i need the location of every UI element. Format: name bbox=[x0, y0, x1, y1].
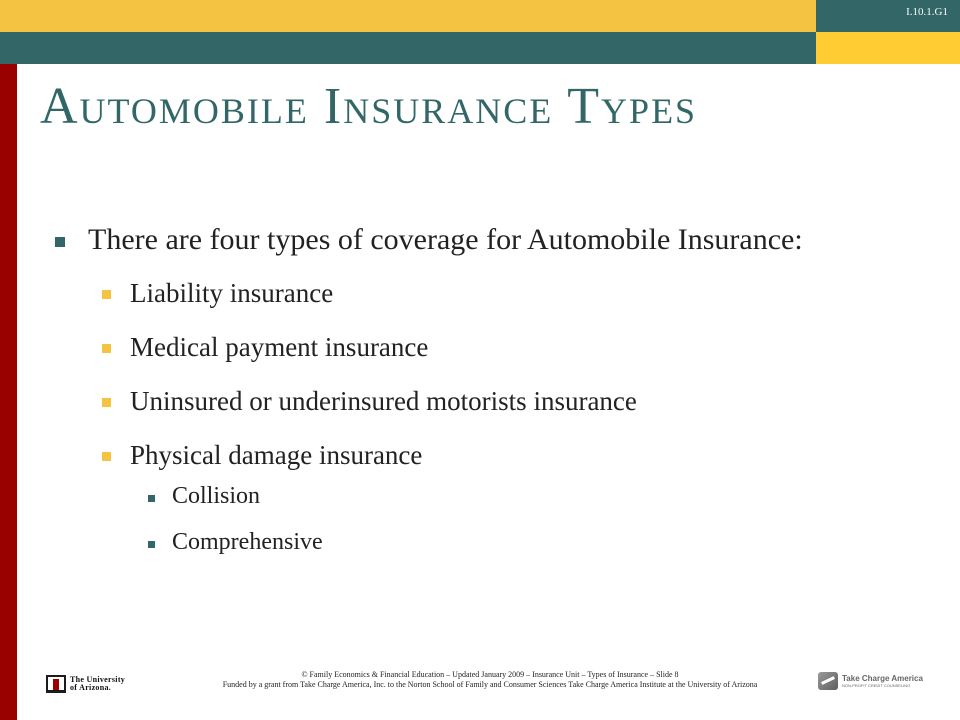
university-logo-text: The University of Arizona. bbox=[70, 675, 126, 692]
header-corner-gold bbox=[816, 32, 960, 64]
bullet-intro-text: There are four types of coverage for Automobile Insurance: bbox=[88, 223, 803, 256]
slide-code: I.10.1.G1 bbox=[906, 6, 948, 18]
bullet-physical-damage-text: Physical damage insurance bbox=[130, 440, 423, 470]
take-charge-name: Take Charge America bbox=[842, 674, 923, 683]
header-band-teal bbox=[0, 32, 816, 64]
left-accent-bar bbox=[0, 64, 17, 720]
bullet-collision bbox=[52, 482, 912, 510]
university-of-arizona-logo bbox=[46, 674, 125, 694]
square-bullet-icon bbox=[148, 541, 155, 548]
bullet-comprehensive bbox=[52, 528, 912, 556]
bullet-physical-damage bbox=[52, 438, 912, 472]
bullet-collision-text: Collision bbox=[172, 483, 261, 509]
footer-copyright: © Family Economics & Financial Education – Updated January 2009 – Insurance Unit – Types of Insurance – Slide 8 bbox=[301, 670, 679, 679]
bullet-medical-payment bbox=[52, 330, 912, 364]
take-charge-tagline: NON-PROFIT CREDIT COUNSELING bbox=[842, 683, 911, 688]
square-bullet-icon bbox=[102, 398, 111, 407]
header-corner-teal bbox=[816, 0, 960, 32]
bullet-comprehensive-text: Comprehensive bbox=[172, 529, 323, 555]
bullet-uninsured-motorists bbox=[52, 384, 912, 418]
footer-credits bbox=[150, 670, 830, 690]
arizona-a-icon bbox=[46, 675, 66, 693]
square-bullet-icon bbox=[148, 495, 155, 502]
slide-title: Automobile Insurance Types bbox=[40, 78, 698, 135]
square-bullet-icon bbox=[102, 290, 111, 299]
take-charge-swoosh-icon bbox=[818, 672, 838, 690]
bullet-uninsured-motorists-text: Uninsured or underinsured motorists insurance bbox=[130, 386, 637, 416]
square-bullet-icon bbox=[102, 344, 111, 353]
footer-funding: Funded by a grant from Take Charge America, Inc. to the Norton School of Family and Consumer Sciences Take Charge America Institute at the University of Arizona bbox=[222, 680, 758, 689]
bullet-medical-payment-text: Medical payment insurance bbox=[130, 332, 429, 362]
bullet-liability bbox=[52, 276, 912, 310]
bullet-liability-text: Liability insurance bbox=[130, 278, 334, 308]
square-bullet-icon bbox=[102, 452, 111, 461]
square-bullet-icon bbox=[55, 237, 65, 247]
bullet-intro bbox=[52, 220, 912, 260]
slide-body bbox=[52, 220, 912, 574]
take-charge-america-logo bbox=[818, 672, 923, 690]
header-band-gold bbox=[0, 0, 816, 32]
